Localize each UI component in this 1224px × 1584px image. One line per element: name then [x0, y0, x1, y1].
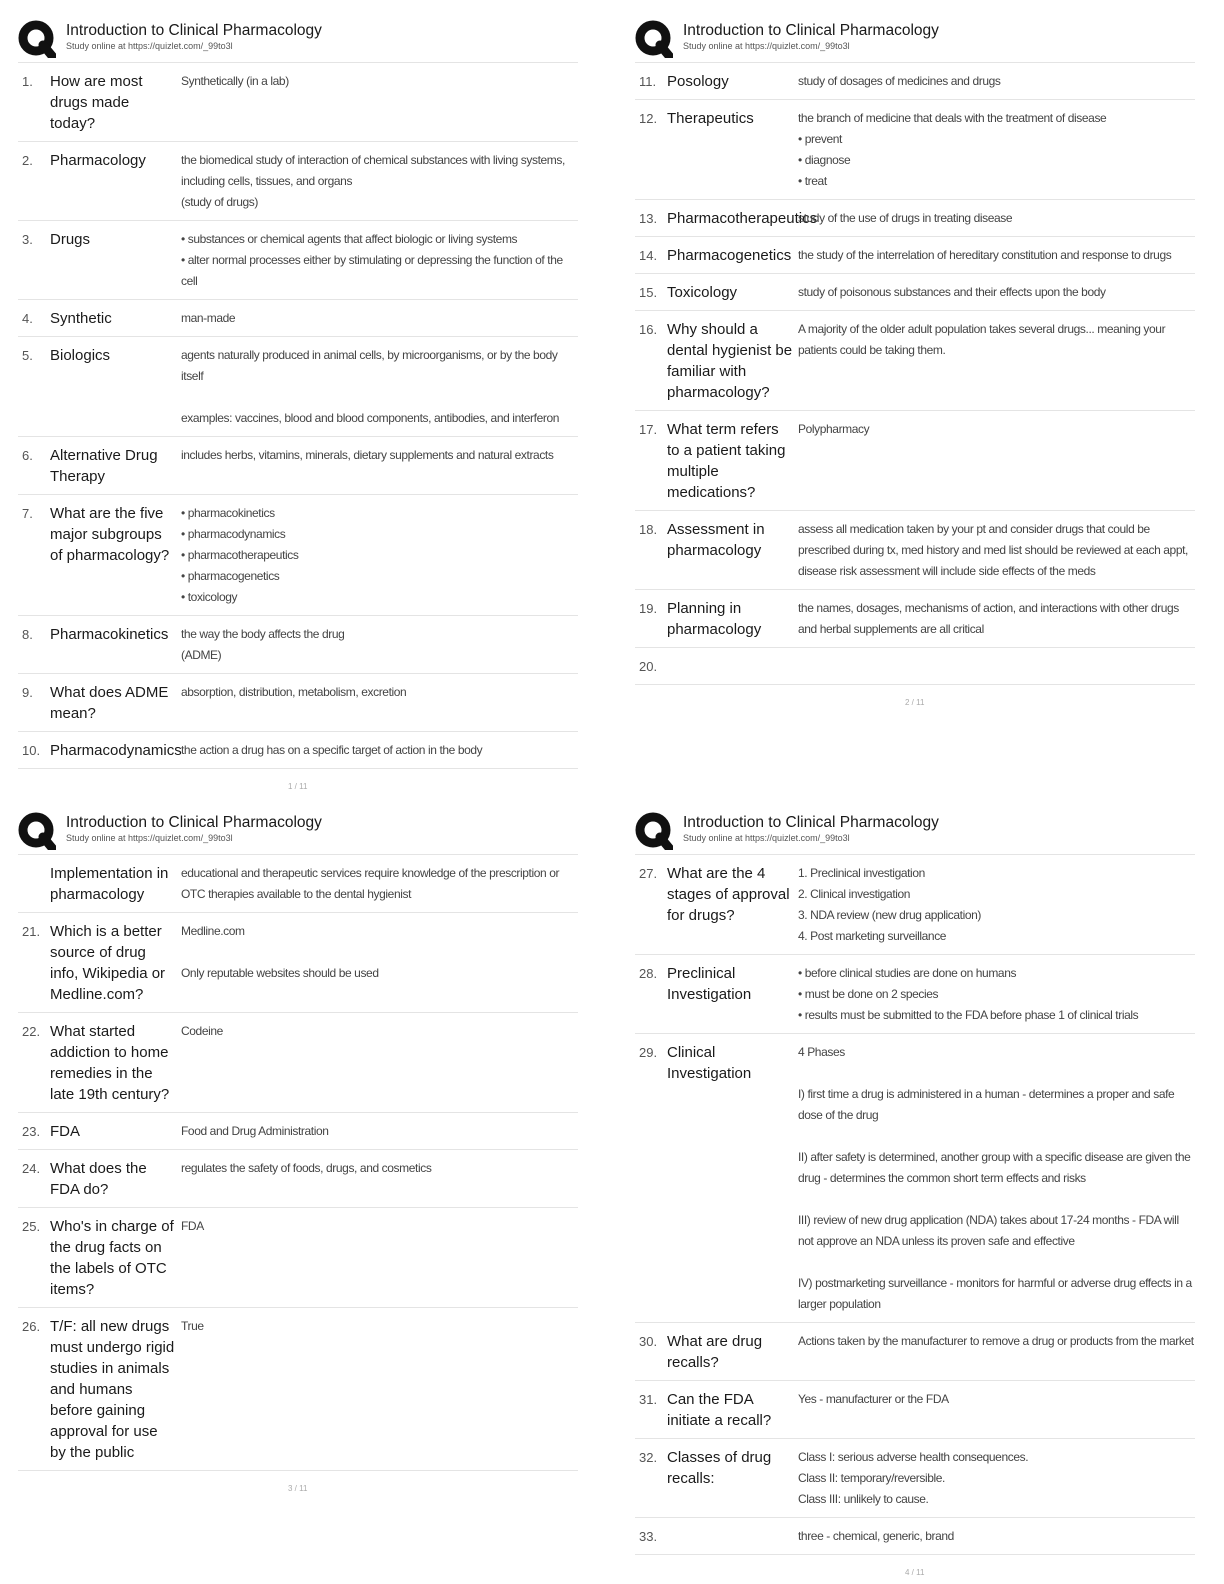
card-number: 29.: [639, 1045, 658, 1060]
card-definition: agents naturally produced in animal cells, by microorganisms, or by the body itself examples: vaccines, blood and blood components, antibodies, and interferon: [181, 348, 559, 425]
card-number: 16.: [639, 322, 658, 337]
header-text: [66, 18, 322, 52]
card-number: 13.: [639, 211, 658, 226]
card-number: [18, 863, 50, 905]
card-row: [18, 855, 578, 913]
card-term: FDA: [50, 1123, 80, 1140]
card-row: [635, 1439, 1195, 1518]
study-online-link[interactable]: Study online at https://quizlet.com/_99to3l: [66, 41, 233, 51]
card-definition: three - chemical, generic, brand: [798, 1529, 954, 1543]
card-row: [635, 1323, 1195, 1381]
card-row: [635, 411, 1195, 511]
page-header: [18, 810, 578, 855]
card-number: 17.: [639, 422, 658, 437]
card-definition: 4 Phases I) first time a drug is administered in a human - determines a proper and safe dose of the drug II) after safety is determined, another group with a specific disease are given the drug - determines the common short term effects and risks III) review of new drug application (NDA) takes about 17-24 months - FDA will not approve an NDA unless its proven safe and effective IV) postmarketing surveillance - monitors for harmful or adverse drug effects in a larger population: [798, 1045, 1192, 1311]
card-term: How are most drugs made today?: [50, 73, 143, 132]
card-row: [635, 100, 1195, 200]
page-header: [635, 18, 1195, 63]
card-number: 12.: [639, 111, 658, 126]
card-definition: the biomedical study of interaction of chemical substances with living systems, including cells, tissues, and organs (study of drugs): [181, 153, 565, 209]
card-row: [18, 616, 578, 674]
card-number: 24.: [22, 1161, 41, 1176]
card-definition: regulates the safety of foods, drugs, and cosmetics: [181, 1161, 432, 1175]
page-number: 4 / 11: [905, 1568, 925, 1577]
card-number: 30.: [639, 1334, 658, 1349]
card-term: [667, 1526, 798, 1547]
header-text: [683, 18, 939, 52]
quizlet-logo-icon: [18, 20, 56, 58]
card-row: [635, 63, 1195, 100]
card-term: Classes of drug recalls:: [667, 1449, 772, 1487]
card-definition: FDA: [181, 1219, 204, 1233]
card-definition: [798, 656, 1195, 677]
card-definition: • pharmacokinetics • pharmacodynamics • pharmacotherapeutics • pharmacogenetics • toxicology: [181, 506, 299, 604]
card-term: What are the five major subgroups of pharmacology?: [50, 505, 170, 564]
card-term: Pharmacotherapeutics: [667, 210, 818, 227]
card-row: [635, 955, 1195, 1034]
card-row: [18, 732, 578, 769]
card-number: 31.: [639, 1392, 658, 1407]
card-term: Pharmacology: [50, 152, 146, 169]
page-number: 3 / 11: [288, 1484, 308, 1493]
card-definition: True: [181, 1319, 204, 1333]
card-term: Pharmacokinetics: [50, 626, 169, 643]
card-term: What started addiction to home remedies in the late 19th century?: [50, 1023, 170, 1103]
card-row: [635, 511, 1195, 590]
card-definition: Class I: serious adverse health consequences. Class II: temporary/reversible. Class III: unlikely to cause.: [798, 1450, 1029, 1506]
card-term: Drugs: [50, 231, 91, 248]
set-title: Introduction to Clinical Pharmacology: [66, 814, 322, 831]
card-row: [635, 1518, 1195, 1555]
card-row: [18, 1013, 578, 1113]
card-number: 15.: [639, 285, 658, 300]
card-definition: Yes - manufacturer or the FDA: [798, 1392, 949, 1406]
card-row: [635, 200, 1195, 237]
card-row: [18, 221, 578, 300]
card-definition: Medline.com Only reputable websites should be used: [181, 924, 379, 980]
card-row: [635, 274, 1195, 311]
set-title: Introduction to Clinical Pharmacology: [683, 814, 939, 831]
card-term: [667, 656, 798, 677]
card-row: [18, 300, 578, 337]
card-term: What does ADME mean?: [50, 684, 169, 722]
page-number: 1 / 11: [288, 782, 308, 791]
card-definition: man-made: [181, 311, 236, 325]
card-definition: Codeine: [181, 1024, 223, 1038]
page-number: 2 / 11: [905, 698, 925, 707]
card-definition: • before clinical studies are done on humans • must be done on 2 species • results must be submitted to the FDA before phase 1 of clinical trials: [798, 966, 1139, 1022]
card-number: 22.: [22, 1024, 41, 1039]
card-number: 3.: [22, 232, 33, 247]
card-number: 11.: [639, 74, 657, 89]
card-number: 25.: [22, 1219, 41, 1234]
card-term: Therapeutics: [667, 110, 754, 127]
card-row: [18, 495, 578, 616]
card-term: Toxicology: [667, 284, 738, 301]
card-number: 5.: [22, 348, 33, 363]
card-definition: the names, dosages, mechanisms of action, and interactions with other drugs and herbal supplements are all critical: [798, 601, 1179, 636]
card-number: 2.: [22, 153, 33, 168]
card-number: 23.: [22, 1124, 41, 1139]
page-header: [18, 18, 578, 63]
card-definition: A majority of the older adult population takes several drugs... meaning your patients could be taking them.: [798, 322, 1166, 357]
card-term: Who's in charge of the drug facts on the labels of OTC items?: [50, 1218, 174, 1298]
card-definition: Polypharmacy: [798, 422, 870, 436]
card-definition: the branch of medicine that deals with the treatment of disease • prevent • diagnose • treat: [798, 111, 1107, 188]
card-number: 19.: [639, 601, 658, 616]
card-row: [18, 1308, 578, 1471]
card-definition: Food and Drug Administration: [181, 1124, 329, 1138]
page-header: [635, 810, 1195, 855]
card-term: Pharmacogenetics: [667, 247, 792, 264]
card-number: 10.: [22, 743, 41, 758]
card-definition: the action a drug has on a specific target of action in the body: [181, 743, 483, 757]
card-definition: study of poisonous substances and their effects upon the body: [798, 285, 1106, 299]
card-number: 14.: [639, 248, 658, 263]
card-number: 4.: [22, 311, 33, 326]
page-3: [18, 810, 578, 1493]
card-term: Alternative Drug Therapy: [50, 447, 158, 485]
card-row: [18, 142, 578, 221]
card-number: 18.: [639, 522, 658, 537]
card-number: 32.: [639, 1450, 658, 1465]
page-4: [635, 810, 1195, 1577]
card-number: 7.: [22, 506, 33, 521]
card-term: Biologics: [50, 347, 111, 364]
card-row: [18, 913, 578, 1013]
card-number: 33.: [639, 1529, 658, 1544]
study-online-link[interactable]: Study online at https://quizlet.com/_99to3l: [683, 833, 850, 843]
card-definition: study of dosages of medicines and drugs: [798, 74, 1001, 88]
card-definition: • substances or chemical agents that affect biologic or living systems • alter normal processes either by stimulating or depressing the function of the cell: [181, 232, 563, 288]
card-term: Preclinical Investigation: [667, 965, 752, 1003]
card-definition: includes herbs, vitamins, minerals, dietary supplements and natural extracts: [181, 448, 554, 462]
card-row: [18, 1150, 578, 1208]
card-definition: Synthetically (in a lab): [181, 74, 289, 88]
page-2: [635, 18, 1195, 707]
card-term: Implementation in pharmacology: [50, 865, 169, 903]
card-term: What does the FDA do?: [50, 1160, 147, 1198]
header-text: [66, 810, 322, 844]
card-row: [635, 311, 1195, 411]
set-title: Introduction to Clinical Pharmacology: [66, 22, 322, 39]
card-definition: the way the body affects the drug (ADME): [181, 627, 345, 662]
card-term: Can the FDA initiate a recall?: [667, 1391, 772, 1429]
card-row: [18, 1113, 578, 1150]
card-row: [635, 1034, 1195, 1323]
card-definition: absorption, distribution, metabolism, excretion: [181, 685, 407, 699]
card-term: What are the 4 stages of approval for drugs?: [667, 865, 790, 924]
card-number: 26.: [22, 1319, 41, 1334]
header-text: [683, 810, 939, 844]
card-number: 9.: [22, 685, 33, 700]
card-number: 6.: [22, 448, 33, 463]
card-row: [18, 674, 578, 732]
card-definition: the study of the interrelation of hereditary constitution and response to drugs: [798, 248, 1172, 262]
card-term: Synthetic: [50, 310, 112, 327]
study-online-link[interactable]: Study online at https://quizlet.com/_99to3l: [683, 41, 850, 51]
card-row: [635, 855, 1195, 955]
quizlet-logo-icon: [635, 812, 673, 850]
card-definition: assess all medication taken by your pt and consider drugs that could be prescribed during tx, med history and med list should be reviewed at each appt, disease risk assessment will include side effects of the meds: [798, 522, 1188, 578]
card-row: [18, 437, 578, 495]
card-definition: study of the use of drugs in treating disease: [798, 211, 1013, 225]
card-term: Pharmacodynamics: [50, 742, 182, 759]
card-row: [18, 1208, 578, 1308]
card-row: [635, 590, 1195, 648]
set-title: Introduction to Clinical Pharmacology: [683, 22, 939, 39]
card-term: What term refers to a patient taking multiple medications?: [667, 421, 786, 501]
card-number: 20.: [639, 659, 658, 674]
card-row: [635, 237, 1195, 274]
card-number: 1.: [22, 74, 33, 89]
card-term: T/F: all new drugs must undergo rigid studies in animals and humans before gaining approval for use by the public: [50, 1318, 175, 1461]
card-number: 28.: [639, 966, 658, 981]
card-term: Posology: [667, 73, 729, 90]
card-term: Clinical Investigation: [667, 1044, 752, 1082]
card-term: Planning in pharmacology: [667, 600, 762, 638]
card-number: 21.: [22, 924, 41, 939]
card-definition: educational and therapeutic services require knowledge of the prescription or OTC therapies available to the dental hygienist: [181, 866, 560, 901]
card-row: [18, 337, 578, 437]
card-row: [635, 648, 1195, 685]
card-term: Why should a dental hygienist be familiar with pharmacology?: [667, 321, 793, 401]
card-number: 27.: [639, 866, 658, 881]
study-online-link[interactable]: Study online at https://quizlet.com/_99to3l: [66, 833, 233, 843]
card-row: [18, 63, 578, 142]
card-row: [635, 1381, 1195, 1439]
card-number: 8.: [22, 627, 33, 642]
page-1: [18, 18, 578, 791]
quizlet-logo-icon: [635, 20, 673, 58]
card-term: Assessment in pharmacology: [667, 521, 765, 559]
card-definition: 1. Preclinical investigation 2. Clinical investigation 3. NDA review (new drug application) 4. Post marketing surveillance: [798, 866, 982, 943]
card-term: What are drug recalls?: [667, 1333, 763, 1371]
quizlet-logo-icon: [18, 812, 56, 850]
card-definition: Actions taken by the manufacturer to remove a drug or products from the market: [798, 1334, 1194, 1348]
card-term: Which is a better source of drug info, Wikipedia or Medline.com?: [50, 923, 166, 1003]
